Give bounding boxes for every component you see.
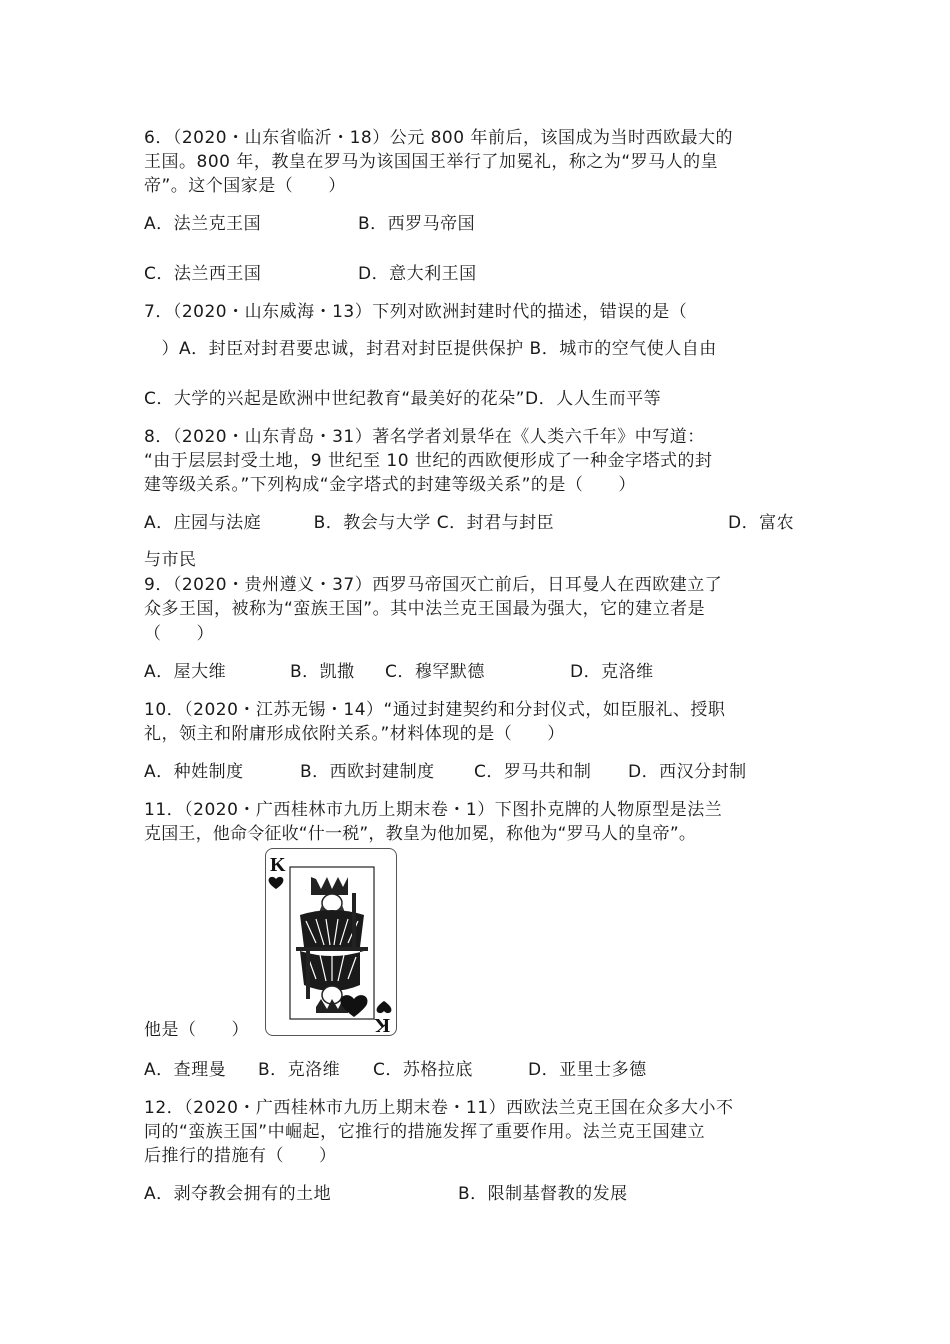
q8-option-d: D．富农 (728, 513, 795, 533)
q9-option-c: C．穆罕默德 (385, 662, 485, 682)
q8-line-1: 8．（2020・山东青岛・31）著名学者刘景华在《人类六千年》中写道： (144, 427, 705, 447)
q12-option-b: B．限制基督教的发展 (458, 1184, 628, 1204)
q12-line-2: 同的“蛮族王国”中崛起，它推行的措施发挥了重要作用。法兰克王国建立 (144, 1122, 706, 1142)
heart-suit-icon-bottom (377, 1001, 392, 1013)
q10-option-a: A．种姓制度 (144, 762, 244, 782)
q6-option-c: C．法兰西王国 (144, 264, 262, 284)
q11-option-b: B．克洛维 (258, 1060, 341, 1080)
q10-option-b: B．西欧封建制度 (300, 762, 435, 782)
card-rank-bottom: K (374, 1014, 390, 1035)
q10-option-d: D．西汉分封制 (628, 762, 747, 782)
q9-line-2: 众多王国，被称为“蛮族王国”。其中法兰克王国最为强大，它的建立者是 (144, 599, 706, 619)
playing-card-king-of-hearts (265, 848, 397, 1036)
q11-line-3: 他是（ ） (144, 1020, 249, 1040)
q10-line-1: 10．（2020・江苏无锡・14）“通过封建契约和分封仪式，如臣服礼、授职 (144, 700, 726, 720)
q12-line-1: 12．（2020・广西桂林市九历上期末卷・11）西欧法兰克王国在众多大小不 (144, 1098, 734, 1118)
q9-line-3: （ ） (144, 624, 214, 644)
q8-line-3: 建等级关系。”下列构成“金字塔式的封建等级关系”的是（ ） (144, 475, 636, 495)
q12-option-a: A．剥夺教会拥有的土地 (144, 1184, 332, 1204)
q6-option-a: A．法兰克王国 (144, 214, 262, 234)
q9-line-1: 9．（2020・贵州遵义・37）西罗马帝国灭亡前后，日耳曼人在西欧建立了 (144, 575, 723, 595)
q10-option-c: C．罗马共和制 (474, 762, 592, 782)
q10-line-2: 礼，领主和附庸形成依附关系。”材料体现的是（ ） (144, 724, 565, 744)
q8-line-5: 与市民 (144, 550, 197, 570)
q11-line-1: 11．（2020・广西桂林市九历上期末卷・1）下图扑克牌的人物原型是法兰 (144, 800, 723, 820)
q11-option-d: D．亚里士多德 (528, 1060, 647, 1080)
q9-option-d: D．克洛维 (570, 662, 654, 682)
q11-line-2: 克国王，他命令征收“什一税”，教皇为他加冕，称他为“罗马人的皇帝”。 (144, 824, 697, 844)
card-rank-top: K (270, 854, 286, 876)
q11-option-c: C．苏格拉底 (373, 1060, 473, 1080)
q8-line-2: “由于层层封受土地，9 世纪至 10 世纪的西欧便形成了一种金字塔式的封 (144, 451, 713, 471)
q11-option-a: A．查理曼 (144, 1060, 227, 1080)
q9-option-b: B．凯撒 (290, 662, 355, 682)
q6-option-d: D．意大利王国 (358, 264, 477, 284)
q6-line-3: 帝”。这个国家是（ ） (144, 176, 346, 196)
q7-line-1: 7．（2020・山东威海・13）下列对欧洲封建时代的描述，错误的是（ (144, 302, 688, 322)
q7-line-3: C．大学的兴起是欧洲中世纪教育“最美好的花朵”D．人人生而平等 (144, 389, 662, 409)
q6-line-2: 王国。800 年，教皇在罗马为该国国王举行了加冕礼，称之为“罗马人的皇 (144, 152, 719, 172)
q9-option-a: A．屋大维 (144, 662, 227, 682)
q8-options-abc: A．庄园与法庭 B．教会与大学 C．封君与封臣 (144, 513, 555, 533)
q6-line-1: 6．（2020・山东省临沂・18）公元 800 年前后，该国成为当时西欧最大的 (144, 128, 733, 148)
king-of-hearts-illustration (266, 849, 396, 1035)
heart-suit-icon (269, 877, 284, 889)
q12-line-3: 后推行的措施有（ ） (144, 1146, 337, 1166)
q7-line-2: ）A．封臣对封君要忠诚，封君对封臣提供保护 B．城市的空气使人自由 (144, 339, 717, 359)
q6-option-b: B．西罗马帝国 (358, 214, 476, 234)
